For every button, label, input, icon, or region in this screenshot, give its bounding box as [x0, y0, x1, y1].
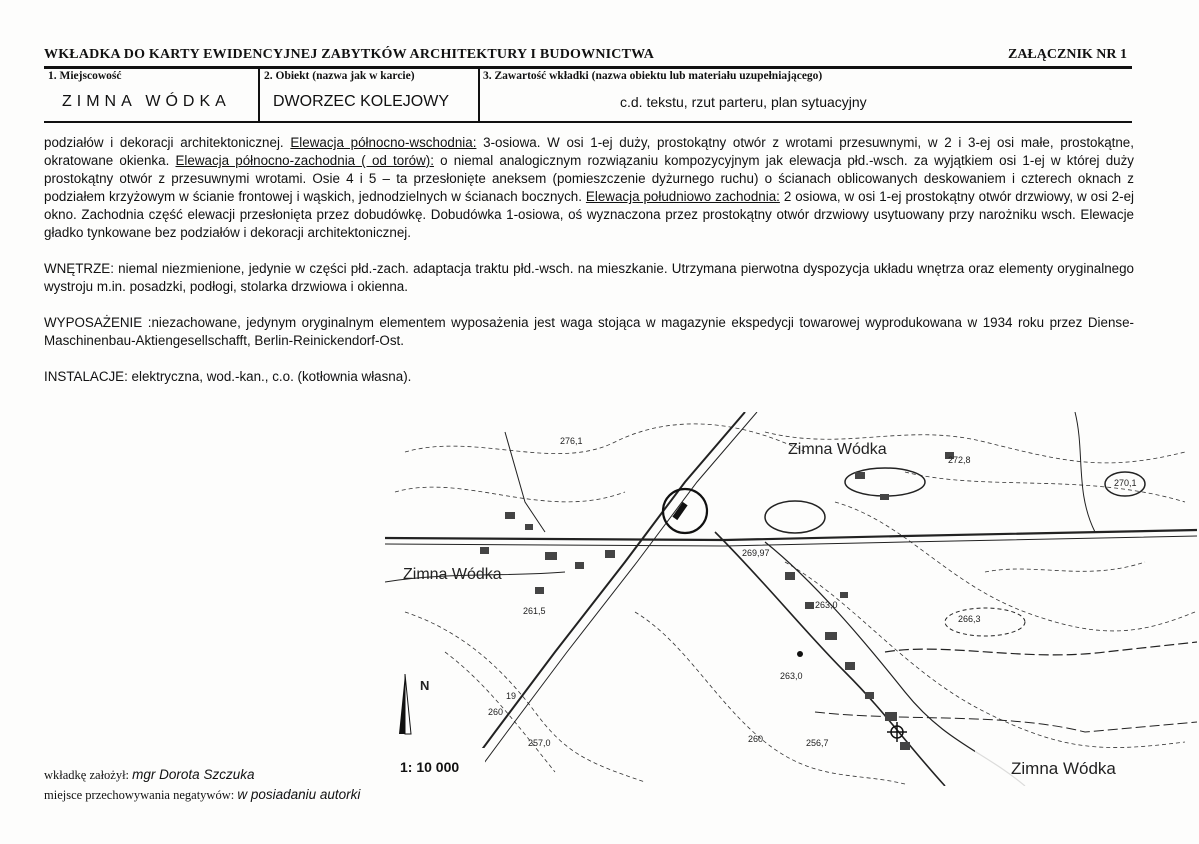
map-label-village-west: Zimna Wódka [403, 566, 502, 583]
field-divider-2 [478, 68, 480, 122]
elevation-label: 261,5 [523, 606, 546, 616]
situation-map [385, 412, 1197, 786]
elevation-label: 19 [506, 691, 517, 701]
map-label-village-south: Zimna Wódka [1011, 759, 1116, 778]
field-divider-1 [258, 68, 260, 122]
author-line [44, 767, 254, 783]
author-value: mgr Dorota Szczuka [132, 767, 255, 782]
map-scale: 1: 10 000 [400, 759, 460, 775]
elevation-label: 257,0 [528, 738, 551, 748]
heading-ne-facade: Elewacja północno-wschodnia: [290, 135, 477, 150]
north-arrow [399, 674, 411, 734]
elevation-label: 260 [488, 707, 504, 717]
facades-paragraph: podziałów i dekoracji architektonicznej. Elewacja północno-wschodnia: 3-osiowa. W osi 1-ej duży, prostokątny otwór z wrotami przesuwnymi, w 2 i 3-ej osi małe, prostokątne, okratowane okienka. Elewacja północno-zachodnia ( od torów): o niemal analogicznym rozwiązaniu kompozycyjnym jak elewacja płd.-wsch. za wyjątkiem osi 1-ej w której duży prostokątny otwór z przesuwnymi wrotami. Osie 4 i 5 – ta przesłonięte aneksem (pomieszczenie dyżurnego ruchu) o ścianach oblicowanych deskowaniem i czterech oknach z podziałem krzyżowym w ścianie frontowej i wąskich, jednodzielnych w ścianach bocznych. Elewacja południowo zachodnia: 2 osiowa, w osi 1-ej prostokątny otwór drzwiowy, w osi 2-ej okno. Zachodnia część elewacji przesłonięta przez dobudówkę. Dobudówka 1-osiowa, oś wyznaczona przez prostokątny otwór drzwiowy usytuowany przy narożniku wsch. Elewacje gładko tynkowane bez podziałów i dekoracji architektonicznej. [44, 135, 1134, 240]
elevation-label: 266,3 [958, 614, 981, 624]
content-label: 3. Zawartość wkładki (nazwa obiektu lub materiału uzupełniającego) [483, 70, 823, 82]
object-value: DWORZEC KOLEJOWY [273, 93, 450, 110]
elevation-label: 256,7 [806, 738, 829, 748]
elevation-label: 263,0 [815, 600, 838, 610]
elevation-label: 269,97 [742, 548, 770, 558]
map-label-village-north: Zimna Wódka [788, 441, 887, 458]
header-rule [44, 66, 1132, 69]
storage-label: miejsce przechowywania negatywów: [44, 788, 238, 802]
elevation-label: 260 [748, 734, 764, 744]
elevation-label: 272,8 [948, 455, 971, 465]
author-label: wkładkę założył: [44, 768, 133, 782]
locality-value: ZIMNA WÓDKA [62, 93, 231, 110]
storage-line [44, 787, 360, 803]
elevation-label: 276,1 [560, 436, 583, 446]
attachment-number: ZAŁĄCZNIK NR 1 [1007, 47, 1127, 62]
content-value: c.d. tekstu, rzut parteru, plan sytuacyjny [620, 94, 867, 110]
equipment-paragraph: WYPOSAŻENIE :niezachowane, jedynym oryginalnym elementem wyposażenia jest waga stojąca w magazynie ekspedycji towarowej wyprodukowana w 1934 roku przez Diense-Maschinenbau-Aktiengesellschafft, Berlin-Reinickendorf-Ost. [44, 315, 1134, 348]
object-label: 2. Obiekt (nazwa jak w karcie) [264, 70, 415, 82]
fields-bottom-rule [44, 121, 1132, 123]
locality-label: 1. Miejscowość [48, 70, 122, 82]
header-title: WKŁADKA DO KARTY EWIDENCYJNEJ ZABYTKÓW ARCHITEKTURY I BUDOWNICTWA [44, 47, 655, 62]
elevation-label: 270,1 [1114, 478, 1137, 488]
heading-sw-facade: Elewacja południowo zachodnia: [585, 189, 780, 204]
interior-paragraph: WNĘTRZE: niemal niezmienione, jedynie w części płd.-zach. adaptacja traktu płd.-wsch. na mieszkanie. Utrzymana pierwotna dyspozycja układu wnętrza oraz elementy oryginalnego wystroju m.in. posadzki, podłogi, stolarka drzwiowa i okienna. [44, 261, 1134, 294]
storage-value: w posiadaniu autorki [237, 787, 361, 802]
heading-nw-facade: Elewacja północno-zachodnia ( od torów): [175, 153, 434, 168]
elevation-label: 263,0 [780, 671, 803, 681]
north-label: N [420, 678, 430, 693]
installations-paragraph: INSTALACJE: elektryczna, wod.-kan., c.o. (kotłownia własna). [44, 369, 412, 384]
description-text [44, 134, 1134, 386]
